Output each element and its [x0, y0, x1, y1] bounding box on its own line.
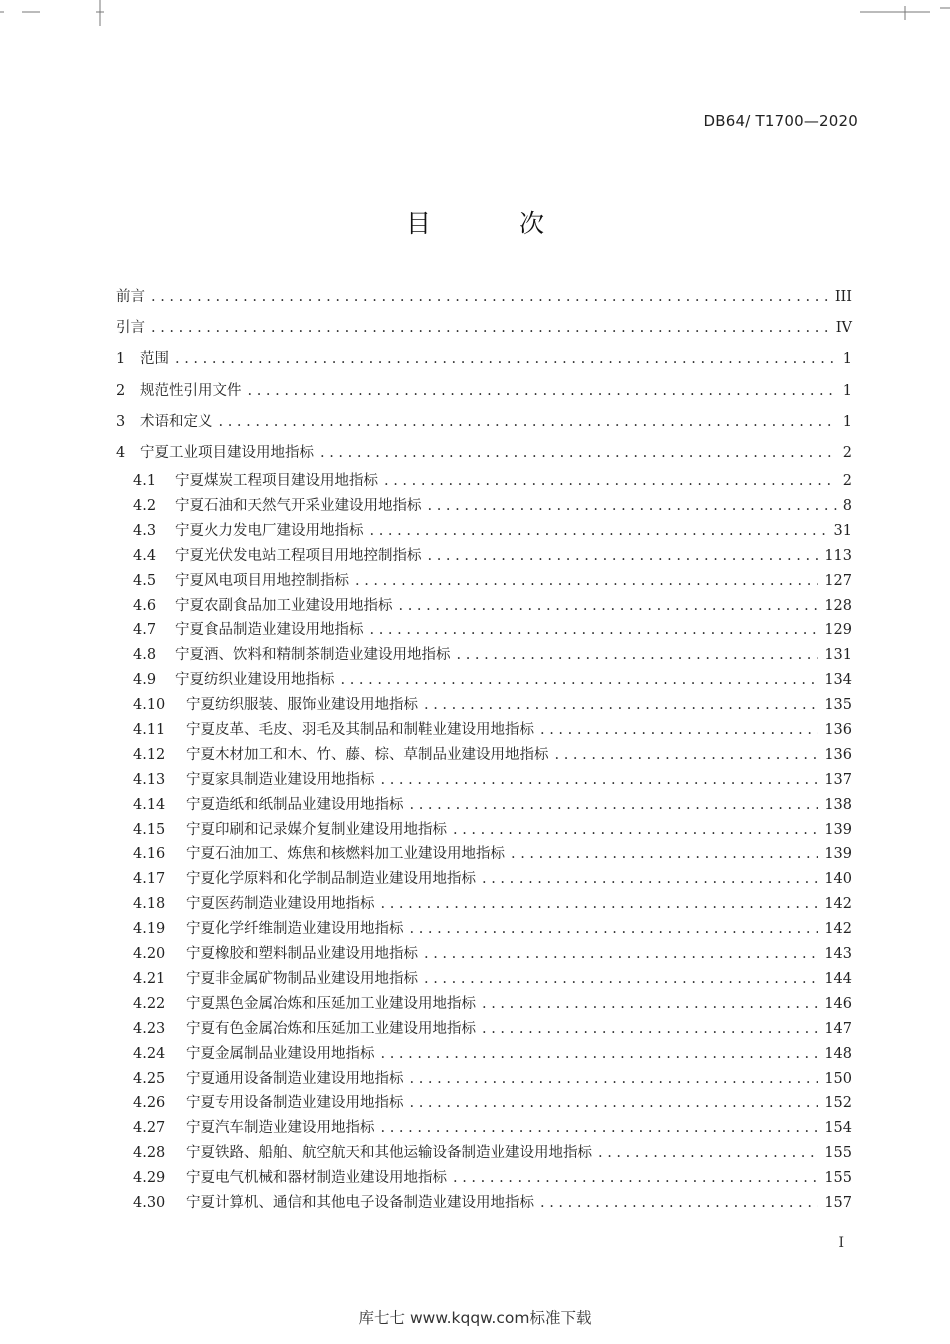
dot-leader — [410, 1067, 819, 1092]
toc-entry[interactable] — [116, 867, 852, 892]
toc-entry-number: 1 — [116, 351, 126, 368]
toc-entry-page: 137 — [824, 771, 852, 788]
toc-entry-number: 4.9 — [133, 672, 157, 689]
toc-entry-page: 136 — [824, 746, 852, 763]
toc-entry-page: 142 — [824, 896, 852, 913]
scan-registration-marks — [0, 0, 950, 60]
dot-leader — [410, 1091, 819, 1116]
toc-entry[interactable] — [116, 643, 852, 668]
toc-entry[interactable] — [116, 992, 852, 1017]
toc-entry-title: 宁夏皮革、毛皮、羽毛及其制品和制鞋业建设用地指标 — [186, 722, 534, 739]
dot-leader — [511, 842, 818, 867]
toc-entry[interactable] — [116, 967, 852, 992]
toc-title: 目 次 — [406, 209, 584, 238]
toc-entry-number: 4.23 — [133, 1020, 166, 1037]
dot-leader — [428, 544, 819, 569]
dot-leader — [355, 569, 818, 594]
dot-leader — [151, 282, 829, 313]
toc-entry-number: 4.12 — [133, 746, 166, 763]
toc-entry[interactable] — [116, 438, 852, 469]
toc-entry-title: 宁夏黑色金属冶炼和压延加工业建设用地指标 — [186, 995, 476, 1012]
toc-entry-number: 4.13 — [133, 771, 166, 788]
dot-leader — [175, 344, 837, 375]
toc-entry-number: 4.27 — [133, 1120, 166, 1137]
dot-leader — [151, 313, 830, 344]
dot-leader — [381, 1042, 819, 1067]
toc-entry-title: 宁夏电气机械和器材制造业建设用地指标 — [186, 1170, 447, 1187]
toc-entry-number: 4.4 — [133, 547, 157, 564]
toc-entry-page: 152 — [824, 1095, 852, 1112]
toc-entry-page: 135 — [824, 697, 852, 714]
toc-entry-page: 136 — [824, 722, 852, 739]
toc-entry-number: 4.17 — [133, 871, 166, 888]
toc-entry-title: 宁夏印刷和记录媒介复制业建设用地指标 — [186, 821, 447, 838]
toc-entry-page: 144 — [824, 970, 852, 987]
toc-entry[interactable] — [116, 519, 852, 544]
toc-entry[interactable] — [116, 313, 852, 344]
toc-entry-title: 宁夏有色金属冶炼和压延加工业建设用地指标 — [186, 1020, 476, 1037]
dot-leader — [219, 407, 837, 438]
toc-entry-number: 4.8 — [133, 647, 157, 664]
toc-entry-page: 155 — [824, 1145, 852, 1162]
toc-entry[interactable] — [116, 942, 852, 967]
toc-entry[interactable] — [116, 594, 852, 619]
toc-entry-title: 术语和定义 — [140, 413, 213, 430]
toc-entry-number: 4.15 — [133, 821, 166, 838]
toc-entry-number: 4.26 — [133, 1095, 166, 1112]
toc-entry-number: 4.10 — [133, 697, 166, 714]
toc-entry-title: 宁夏医药制造业建设用地指标 — [186, 896, 375, 913]
dot-leader — [428, 494, 837, 519]
toc-entry-title: 宁夏家具制造业建设用地指标 — [186, 771, 375, 788]
toc-entry-page: 1 — [842, 413, 852, 430]
toc-entry-number: 3 — [116, 413, 126, 430]
dot-leader — [598, 1141, 818, 1166]
dot-leader — [248, 376, 837, 407]
toc-entry[interactable] — [116, 768, 852, 793]
toc-entry-number: 4.29 — [133, 1170, 166, 1187]
toc-entry-title: 宁夏纺织业建设用地指标 — [175, 672, 335, 689]
toc-entry[interactable] — [116, 1141, 852, 1166]
toc-entry-page: 157 — [824, 1194, 852, 1211]
toc-entry-title: 宁夏木材加工和木、竹、藤、棕、草制品业建设用地指标 — [186, 746, 549, 763]
toc-entry-number: 4.11 — [133, 722, 166, 739]
dot-leader — [482, 992, 818, 1017]
toc-entry-page: 127 — [824, 572, 852, 589]
toc-entry[interactable] — [116, 469, 852, 494]
toc-entry-page: 2 — [842, 444, 852, 461]
toc-entry[interactable] — [116, 668, 852, 693]
toc-entry-number: 4.18 — [133, 896, 166, 913]
toc-entry[interactable] — [116, 892, 852, 917]
dot-leader — [540, 718, 818, 743]
dot-leader — [424, 942, 818, 967]
toc-entry-number: 4.5 — [133, 572, 157, 589]
dot-leader — [381, 892, 819, 917]
toc-entry-page: 1 — [842, 351, 852, 368]
toc-entry-title: 宁夏工业项目建设用地指标 — [140, 444, 314, 461]
toc-entry[interactable] — [116, 494, 852, 519]
toc-entry[interactable] — [116, 618, 852, 643]
dot-leader — [453, 1166, 818, 1191]
toc-entry[interactable] — [116, 842, 852, 867]
toc-entry-number: 4.19 — [133, 921, 166, 938]
toc-entry[interactable] — [116, 917, 852, 942]
toc-entry-page: 154 — [824, 1120, 852, 1137]
toc-entry-number: 2 — [116, 382, 126, 399]
toc-entry-number: 4.2 — [133, 498, 157, 515]
toc-entry-title: 宁夏火力发电厂建设用地指标 — [175, 522, 364, 539]
toc-entry-number: 4.16 — [133, 846, 166, 863]
toc-entry-page: 139 — [824, 821, 852, 838]
toc-entry-title: 前言 — [116, 289, 145, 305]
toc-entry-title: 引言 — [116, 320, 145, 337]
toc-entry[interactable] — [116, 693, 852, 718]
dot-leader — [424, 967, 818, 992]
dot-leader — [410, 917, 819, 942]
toc-entry[interactable] — [116, 376, 852, 407]
toc-entry[interactable] — [116, 344, 852, 375]
toc-entry-page: 138 — [824, 796, 852, 813]
dot-leader — [399, 594, 819, 619]
toc-entry-page: IV — [835, 320, 852, 337]
toc-entry-title: 宁夏化学纤维制造业建设用地指标 — [186, 921, 404, 938]
toc-entry-page: 8 — [842, 498, 852, 515]
dot-leader — [453, 818, 818, 843]
toc-entry-number: 4.28 — [133, 1145, 166, 1162]
dot-leader — [457, 643, 819, 668]
toc-entry-number: 4.3 — [133, 522, 157, 539]
dot-leader — [381, 768, 819, 793]
toc-entry-page: 146 — [824, 995, 852, 1012]
toc-entry-page: 31 — [833, 522, 852, 539]
table-of-contents — [116, 282, 852, 1216]
dot-leader — [370, 618, 819, 643]
toc-entry-number: 4.25 — [133, 1070, 166, 1087]
toc-entry-page: III — [834, 289, 852, 305]
toc-entry-page: 131 — [824, 647, 852, 664]
toc-entry-number: 4 — [116, 444, 126, 461]
toc-entry-number: 4.14 — [133, 796, 166, 813]
toc-entry[interactable] — [116, 1042, 852, 1067]
toc-entry[interactable] — [116, 1116, 852, 1141]
toc-entry[interactable] — [116, 1091, 852, 1116]
toc-entry-page: 147 — [824, 1020, 852, 1037]
toc-entry-title: 宁夏光伏发电站工程项目用地控制指标 — [175, 547, 422, 564]
toc-entry-page: 2 — [842, 473, 852, 490]
toc-entry-page: 143 — [824, 946, 852, 963]
toc-entry[interactable] — [116, 407, 852, 438]
dot-leader — [410, 793, 819, 818]
dot-leader — [482, 1017, 818, 1042]
toc-entry-number: 4.6 — [133, 597, 157, 614]
toc-entry-title: 宁夏石油加工、炼焦和核燃料加工业建设用地指标 — [186, 846, 505, 863]
toc-entry-title: 宁夏计算机、通信和其他电子设备制造业建设用地指标 — [186, 1194, 534, 1211]
toc-entry-page: 113 — [824, 547, 852, 564]
toc-entry-title: 宁夏风电项目用地控制指标 — [175, 572, 349, 589]
toc-entry-page: 134 — [824, 672, 852, 689]
toc-entry-title: 宁夏化学原料和化学制品制造业建设用地指标 — [186, 871, 476, 888]
dot-leader — [424, 693, 818, 718]
dot-leader — [555, 743, 819, 768]
toc-entry-title: 宁夏农副食品加工业建设用地指标 — [175, 597, 393, 614]
toc-entry-page: 1 — [842, 382, 852, 399]
toc-entry[interactable] — [116, 282, 852, 313]
toc-entry[interactable] — [116, 818, 852, 843]
toc-entry-page: 140 — [824, 871, 852, 888]
toc-entry-title: 宁夏铁路、船舶、航空航天和其他运输设备制造业建设用地指标 — [186, 1145, 592, 1162]
dot-leader — [341, 668, 819, 693]
standard-code: DB64/ T1700—2020 — [703, 112, 858, 130]
dot-leader — [370, 519, 828, 544]
toc-entry[interactable] — [116, 544, 852, 569]
toc-entry-number: 4.22 — [133, 995, 166, 1012]
toc-entry[interactable] — [116, 1191, 852, 1216]
toc-entry-title: 宁夏造纸和纸制品业建设用地指标 — [186, 796, 404, 813]
toc-entry-page: 128 — [824, 597, 852, 614]
dot-leader — [384, 469, 837, 494]
toc-entry[interactable] — [116, 1017, 852, 1042]
toc-entry-title: 宁夏专用设备制造业建设用地指标 — [186, 1095, 404, 1112]
toc-entry-page: 148 — [824, 1045, 852, 1062]
toc-entry-title: 宁夏酒、饮料和精制茶制造业建设用地指标 — [175, 647, 451, 664]
watermark: 库七七 www.kqqw.com标准下载 — [358, 1309, 592, 1327]
toc-entry-number: 4.1 — [133, 473, 157, 490]
page-number: I — [838, 1235, 844, 1251]
toc-entry-title: 宁夏汽车制造业建设用地指标 — [186, 1120, 375, 1137]
toc-entry-number: 4.30 — [133, 1194, 166, 1211]
toc-entry-title: 范围 — [140, 351, 169, 368]
toc-entry-title: 规范性引用文件 — [140, 382, 242, 399]
toc-entry-page: 155 — [824, 1170, 852, 1187]
toc-entry-number: 4.7 — [133, 622, 157, 639]
dot-leader — [482, 867, 818, 892]
toc-entry-title: 宁夏金属制品业建设用地指标 — [186, 1045, 375, 1062]
toc-entry-page: 150 — [824, 1070, 852, 1087]
dot-leader — [381, 1116, 819, 1141]
toc-entry-title: 宁夏橡胶和塑料制品业建设用地指标 — [186, 946, 418, 963]
dot-leader — [320, 438, 837, 469]
toc-entry[interactable] — [116, 1166, 852, 1191]
toc-entry-title: 宁夏非金属矿物制品业建设用地指标 — [186, 970, 418, 987]
toc-entry-title: 宁夏通用设备制造业建设用地指标 — [186, 1070, 404, 1087]
toc-entry-number: 4.21 — [133, 970, 166, 987]
toc-entry-number: 4.20 — [133, 946, 166, 963]
toc-entry-title: 宁夏煤炭工程项目建设用地指标 — [175, 473, 378, 490]
toc-entry-title: 宁夏纺织服装、服饰业建设用地指标 — [186, 697, 418, 714]
toc-entry[interactable] — [116, 743, 852, 768]
toc-entry-page: 142 — [824, 921, 852, 938]
toc-entry-page: 139 — [824, 846, 852, 863]
toc-entry-page: 129 — [824, 622, 852, 639]
toc-entry[interactable] — [116, 1067, 852, 1092]
toc-entry[interactable] — [116, 569, 852, 594]
toc-entry-title: 宁夏石油和天然气开采业建设用地指标 — [175, 498, 422, 515]
toc-entry[interactable] — [116, 793, 852, 818]
toc-entry-title: 宁夏食品制造业建设用地指标 — [175, 622, 364, 639]
toc-entry-number: 4.24 — [133, 1045, 166, 1062]
toc-entry[interactable] — [116, 718, 852, 743]
dot-leader — [540, 1191, 818, 1216]
